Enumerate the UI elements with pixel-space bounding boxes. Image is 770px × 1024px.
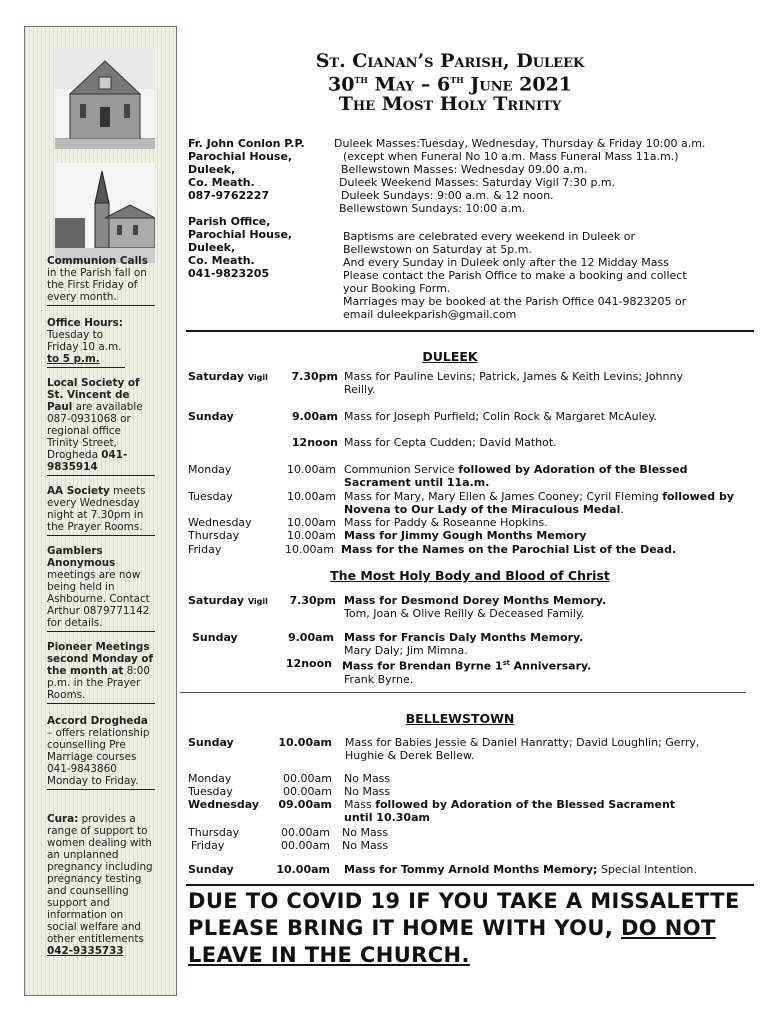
office-contact: Parish Office, Parochial House, Duleek, Co. Meath. 041-9823205 [188,215,293,280]
duleek-wed-desc: Mass for Paddy & Roseanne Hopkins. [344,516,548,529]
duleek-sat-day: Saturday Vigil [188,370,268,383]
svp-note: Local Society of St. Vincent de Paul are available 087-0931068 or regional office Trinity Street, Drogheda 041-9835914 [47,377,155,476]
bel-thu-time: 00.00am [281,826,330,839]
duleek-heading: DULEEK [422,349,478,364]
feast-title: The Most Holy Trinity [338,93,562,115]
duleek-sun-desc2: Mass for Cepta Cudden; David Mathot. [344,436,557,449]
bel-sun2-time: 10.00am [276,863,330,876]
bel-tue-desc: No Mass [344,785,391,798]
duleek-fri-time: 10.00am [285,543,334,556]
corpus-christi-heading: The Most Holy Body and Blood of Christ [330,568,610,583]
duleek-tue-time: 10.00am [287,490,336,503]
corpus-sun-desc1: Mass for Francis Daly Months Memory. Mary Daly; Jim Mimna. [344,631,584,657]
communion-calls-note: Communion Calls in the Parish fall on the First Friday of every month. [47,255,155,306]
duleek-sat-time: 7.30pm [291,370,338,383]
bel-mon-day: Monday [188,772,232,785]
bel-sun2-day: Sunday [188,863,234,876]
duleek-mon-time: 10.00am [287,463,336,476]
duleek-thu-day: Thursday [188,529,240,542]
covid-notice: DUE TO COVID 19 IF YOU TAKE A MISSALETTE PLEASE BRING IT HOME WITH YOU, DO NOT LEAVE IN THE CHURCH. [188,889,740,967]
bel-wed-day: Wednesday [188,798,260,811]
corpus-sun-time2: 12noon [285,657,332,670]
duleek-tue-desc: Mass for Mary, Mary Ellen & James Cooney; Cyril Fleming followed by Novena to Our Lady of the Miraculous Medal. [344,490,734,516]
duleek-thu-time: 10.00am [287,529,336,542]
corpus-sat-desc: Mass for Desmond Dorey Months Memory. Tom, Joan & Olive Reilly & Deceased Family. [344,594,607,620]
bel-sun2-desc: Mass for Tommy Arnold Months Memory; Special Intention. [344,863,697,876]
accord-note: Accord Drogheda – offers relationship counselling Pre Marriage courses 041-9843860 Monday to Friday. [47,715,155,790]
parish-title: St. Cianan’s Parish, Duleek [315,50,585,72]
duleek-sun-time1: 9.00am [291,410,338,423]
corpus-sun-day: Sunday [192,631,238,644]
duleek-wed-time: 10.00am [287,516,336,529]
bel-sun-desc: Mass for Babies Jessie & Daniel Hanratty; David Loughlin; Gerry, Hughie & Derek Bellew. [345,736,700,762]
duleek-mon-desc: Communion Service followed by Adoration of the Blessed Sacrament until 11a.m. [344,463,688,489]
duleek-thu-desc: Mass for Jimmy Gough Months Memory [344,529,587,542]
bel-wed-desc: Mass followed by Adoration of the Blessed Sacrament until 10.30am [344,798,676,824]
church-photo-duleek [55,49,155,149]
aa-society-note: AA Society meets every Wednesday night at 7.30pm in the Prayer Rooms. [47,485,155,536]
divider [186,884,754,886]
bel-thu-desc: No Mass [342,826,389,839]
bel-mon-time: 00.00am [283,772,332,785]
bel-tue-time: 00.00am [283,785,332,798]
bel-thu-day: Thursday [188,826,240,839]
bel-wed-time: 09.00am [278,798,332,811]
corpus-sat-day: Saturday Vigil [188,594,268,607]
duleek-mon-day: Monday [188,463,232,476]
office-hours-note: Office Hours: Tuesday to Friday 10 a.m. to 5 p.m. [47,317,125,368]
sidebar [24,26,177,996]
bel-tue-day: Tuesday [188,785,233,798]
duleek-sun-desc1: Mass for Joseph Purfield; Colin Rock & Margaret McAuley. [344,410,657,423]
bel-fri-time: 00.00am [281,839,330,852]
bel-mon-desc: No Mass [344,772,391,785]
divider [180,692,746,693]
corpus-sun-desc2: Mass for Brendan Byrne 1st Anniversary. Frank Byrne. [342,659,592,686]
corpus-sun-time1: 9.00am [287,631,334,644]
pioneer-meetings-note: Pioneer Meetings second Monday of the month at 8:00 p.m. in the Prayer Rooms. [47,641,155,704]
duleek-sun-day: Sunday [188,410,234,423]
date-range: 30th May – 6th June 2021 [327,72,573,96]
bel-sun-day: Sunday [188,736,234,749]
cura-note: Cura: provides a range of support to women dealing with an unplanned pregnancy including pregnancy testing and counselling support and information on social welfare and other entitlements 042-9335733 [47,813,153,957]
duleek-fri-day: Friday [188,543,222,556]
baptism-marriage-info: Baptisms are celebrated every weekend in Duleek or Bellewstown on Saturday at 5p.m. And every Sunday in Duleek only after the 12 Midday Mass Please contact the Parish Office to make a booking and collect your Booking Form. Marriages may be booked at the Parish Office 041-9823205 or email duleekparish@gmail.com [343,230,687,321]
bellewstown-heading: BELLEWSTOWN [405,711,515,726]
bel-fri-desc: No Mass [342,839,389,852]
bel-fri-day: Friday [191,839,225,852]
corpus-sat-time: 7.30pm [289,594,336,607]
duleek-sun-time2: 12noon [291,436,338,449]
gamblers-anonymous-note: Gamblers Anonymous meetings are now being held in Ashbourne. Contact Arthur 0879771142 for details. [47,545,155,632]
duleek-fri-desc: Mass for the Names on the Parochial List of the Dead. [341,543,677,556]
divider [186,330,754,332]
church-photo-bellewstown [55,163,155,263]
duleek-sat-desc: Mass for Pauline Levins; Patrick, James & Keith Levins; Johnny Reilly. [344,370,683,396]
priest-contact: Fr. John Conlon P.P. Parochial House, Duleek, Co. Meath. 087-9762227 [188,137,305,202]
duleek-tue-day: Tuesday [188,490,233,503]
duleek-wed-day: Wednesday [188,516,252,529]
bel-sun-time: 10.00am [278,736,332,749]
mass-times-info: Duleek Masses:Tuesday, Wednesday, Thursday & Friday 10:00 a.m. (except when Funeral No 10 a.m. Mass Funeral Mass 11a.m.) Bellewstown Masses: Wednesday 09.00 a.m. Duleek Weekend Masses: Saturday Vigil 7:30 p.m. Duleek Sundays: 9:00 a.m. & 12 noon. Bellewstown Sundays: 10:00 a.m. [334,137,706,215]
